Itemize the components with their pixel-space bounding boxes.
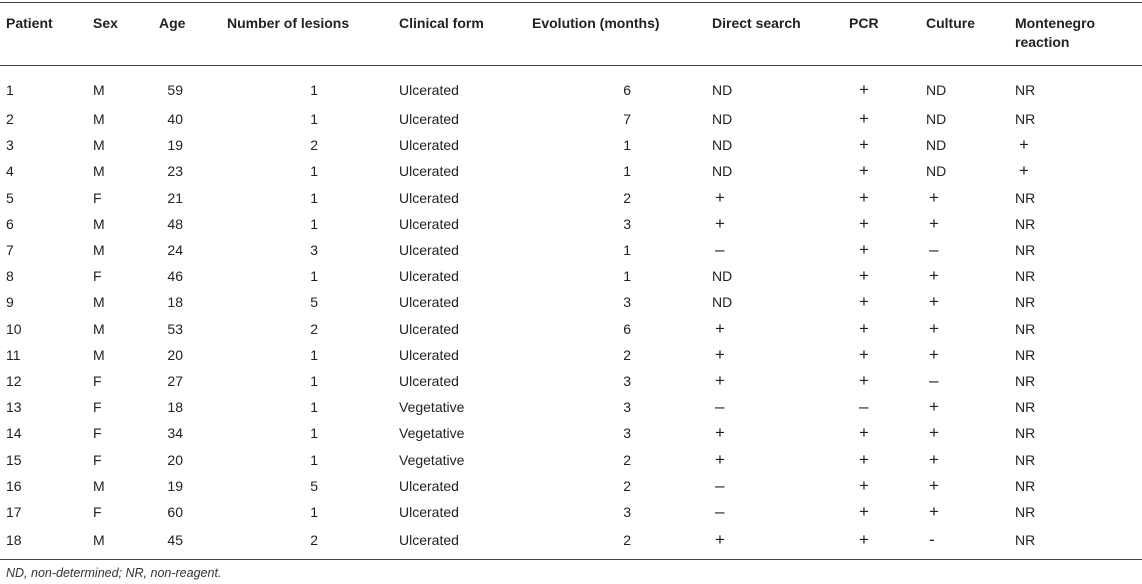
cell-evolution: 3 — [623, 399, 631, 416]
cell-patient: 16 — [6, 477, 22, 494]
cell-age: 40 — [167, 111, 183, 128]
cell-pcr: + — [859, 109, 869, 129]
cell-culture: ND — [926, 163, 947, 180]
cell-age: 21 — [167, 189, 183, 206]
cell-age: 24 — [167, 242, 183, 259]
cell-montenegro: NR — [1015, 532, 1036, 548]
cell-evolution: 1 — [623, 163, 631, 180]
cell-age: 19 — [167, 137, 183, 154]
table-row — [0, 211, 1142, 237]
cell-direct-search: + — [715, 449, 725, 469]
cell-montenegro: NR — [1015, 477, 1036, 494]
cell-patient: 5 — [6, 189, 14, 206]
header-direct-search: Direct search — [712, 15, 801, 31]
cell-patient: 9 — [6, 294, 14, 311]
cell-lesions: 1 — [310, 268, 318, 285]
cell-direct-search: ND — [712, 137, 733, 154]
cell-evolution: 2 — [623, 346, 631, 363]
cell-lesions: 5 — [310, 294, 318, 311]
cell-evolution: 3 — [623, 372, 631, 389]
cell-direct-search: ND — [712, 163, 733, 180]
cell-montenegro: + — [1019, 161, 1029, 181]
cell-direct-search: – — [715, 475, 725, 495]
cell-clinical-form: Ulcerated — [399, 477, 459, 494]
cell-age: 23 — [167, 163, 183, 180]
cell-patient: 8 — [6, 268, 14, 285]
table-row — [0, 185, 1142, 211]
cell-sex: M — [93, 477, 105, 494]
table-body — [0, 66, 1142, 560]
cell-montenegro: NR — [1015, 372, 1036, 389]
cell-evolution: 6 — [623, 320, 631, 337]
cell-age: 18 — [167, 294, 183, 311]
cell-lesions: 1 — [310, 399, 318, 416]
cell-sex: M — [93, 137, 105, 154]
cell-sex: M — [93, 81, 105, 98]
cell-montenegro: NR — [1015, 189, 1036, 206]
cell-patient: 10 — [6, 320, 22, 337]
cell-evolution: 1 — [623, 242, 631, 259]
header-culture: Culture — [926, 15, 975, 31]
header-evolution: Evolution (months) — [532, 15, 660, 31]
cell-clinical-form: Ulcerated — [399, 242, 459, 259]
cell-age: 34 — [167, 425, 183, 442]
cell-montenegro: NR — [1015, 242, 1036, 259]
cell-direct-search: + — [715, 423, 725, 443]
table-row — [0, 263, 1142, 289]
table-row — [0, 525, 1142, 560]
cell-age: 60 — [167, 503, 183, 520]
cell-clinical-form: Ulcerated — [399, 163, 459, 180]
cell-direct-search: – — [715, 501, 725, 521]
cell-patient: 3 — [6, 137, 14, 154]
cell-clinical-form: Ulcerated — [399, 346, 459, 363]
cell-culture: + — [929, 266, 939, 286]
cell-age: 48 — [167, 215, 183, 232]
cell-evolution: 3 — [623, 294, 631, 311]
table-row — [0, 342, 1142, 368]
cell-clinical-form: Ulcerated — [399, 189, 459, 206]
cell-pcr: + — [859, 530, 869, 549]
cell-patient: 13 — [6, 399, 22, 416]
cell-montenegro: NR — [1015, 399, 1036, 416]
cell-pcr: + — [859, 449, 869, 469]
cell-patient: 6 — [6, 215, 14, 232]
cell-montenegro: NR — [1015, 320, 1036, 337]
cell-evolution: 1 — [623, 137, 631, 154]
cell-patient: 12 — [6, 372, 22, 389]
cell-pcr: + — [859, 475, 869, 495]
header-montenegro-reaction: Montenegro reaction — [1015, 15, 1096, 50]
table-row — [0, 158, 1142, 184]
table-row — [0, 394, 1142, 420]
cell-culture: – — [929, 240, 939, 260]
cell-culture: + — [929, 397, 939, 417]
cell-sex: M — [93, 242, 105, 259]
header-row — [0, 3, 1142, 66]
cell-pcr: + — [859, 135, 869, 155]
cell-culture: ND — [926, 137, 947, 154]
cell-clinical-form: Ulcerated — [399, 111, 459, 128]
cell-patient: 14 — [6, 425, 22, 442]
cell-montenegro: NR — [1015, 503, 1036, 520]
table-header — [0, 3, 1142, 66]
cell-montenegro: NR — [1015, 425, 1036, 442]
cell-clinical-form: Ulcerated — [399, 81, 459, 98]
cell-pcr: + — [859, 213, 869, 233]
cell-sex: M — [93, 163, 105, 180]
cell-patient: 7 — [6, 242, 14, 259]
cell-age: 45 — [167, 532, 183, 548]
header-sex: Sex — [93, 15, 118, 31]
cell-pcr: + — [859, 344, 869, 364]
cell-age: 46 — [167, 268, 183, 285]
table-row — [0, 132, 1142, 158]
cell-age: 53 — [167, 320, 183, 337]
cell-pcr: + — [859, 187, 869, 207]
cell-sex: F — [93, 372, 102, 389]
cell-culture: + — [929, 344, 939, 364]
table-row — [0, 499, 1142, 525]
cell-montenegro: NR — [1015, 81, 1036, 98]
cell-culture: + — [929, 213, 939, 233]
cell-evolution: 6 — [623, 81, 631, 98]
cell-sex: M — [93, 320, 105, 337]
cell-lesions: 1 — [310, 372, 318, 389]
cell-direct-search: + — [715, 370, 725, 390]
cell-age: 27 — [167, 372, 183, 389]
cell-lesions: 1 — [310, 111, 318, 128]
cell-pcr: + — [859, 423, 869, 443]
cell-clinical-form: Ulcerated — [399, 320, 459, 337]
cell-patient: 15 — [6, 451, 22, 468]
cell-lesions: 1 — [310, 189, 318, 206]
cell-sex: M — [93, 215, 105, 232]
cell-patient: 1 — [6, 81, 14, 98]
cell-clinical-form: Vegetative — [399, 425, 465, 442]
cell-culture: ND — [926, 111, 947, 128]
table-row — [0, 66, 1142, 107]
cell-lesions: 1 — [310, 163, 318, 180]
cell-culture: - — [929, 530, 935, 549]
cell-montenegro: NR — [1015, 268, 1036, 285]
cell-montenegro: + — [1019, 135, 1029, 155]
cell-pcr: + — [859, 318, 869, 338]
table-row — [0, 420, 1142, 446]
cell-sex: F — [93, 503, 102, 520]
header-clinical-form: Clinical form — [399, 15, 484, 31]
cell-direct-search: – — [715, 240, 725, 260]
cell-culture: – — [929, 370, 939, 390]
cell-lesions: 1 — [310, 451, 318, 468]
cell-pcr: + — [859, 161, 869, 181]
cell-clinical-form: Ulcerated — [399, 215, 459, 232]
table-footnote: ND, non-determined; NR, non-reagent. — [6, 566, 222, 580]
cell-culture: ND — [926, 81, 947, 98]
cell-evolution: 2 — [623, 532, 631, 548]
cell-direct-search: + — [715, 530, 725, 549]
table-row — [0, 368, 1142, 394]
cell-patient: 4 — [6, 163, 14, 180]
cell-clinical-form: Vegetative — [399, 399, 465, 416]
cell-pcr: + — [859, 370, 869, 390]
cell-pcr: + — [859, 79, 869, 99]
cell-direct-search: + — [715, 213, 725, 233]
table-row — [0, 289, 1142, 315]
cell-clinical-form: Ulcerated — [399, 532, 459, 548]
cell-culture: + — [929, 449, 939, 469]
cell-age: 20 — [167, 451, 183, 468]
cell-age: 59 — [167, 81, 183, 98]
cell-lesions: 1 — [310, 215, 318, 232]
cell-lesions: 5 — [310, 477, 318, 494]
cell-direct-search: ND — [712, 294, 733, 311]
header-age: Age — [159, 15, 186, 31]
cell-patient: 18 — [6, 532, 22, 548]
cell-lesions: 2 — [310, 137, 318, 154]
table-row — [0, 106, 1142, 132]
header-pcr: PCR — [849, 15, 879, 31]
cell-direct-search: ND — [712, 111, 733, 128]
cell-lesions: 2 — [310, 532, 318, 548]
cell-pcr: – — [859, 397, 869, 417]
cell-evolution: 1 — [623, 268, 631, 285]
cell-evolution: 3 — [623, 425, 631, 442]
cell-sex: F — [93, 451, 102, 468]
cell-sex: M — [93, 111, 105, 128]
cell-patient: 11 — [6, 346, 21, 363]
cell-culture: + — [929, 423, 939, 443]
cell-lesions: 3 — [310, 242, 318, 259]
cell-lesions: 1 — [310, 81, 318, 98]
header-number-of-lesions: Number of lesions — [227, 15, 350, 31]
cell-clinical-form: Ulcerated — [399, 294, 459, 311]
header-patient: Patient — [6, 15, 53, 31]
cell-lesions: 1 — [310, 346, 318, 363]
cell-pcr: + — [859, 266, 869, 286]
cell-direct-search: ND — [712, 81, 733, 98]
cell-direct-search: ND — [712, 268, 733, 285]
cell-sex: M — [93, 294, 105, 311]
cell-sex: F — [93, 189, 102, 206]
cell-culture: + — [929, 292, 939, 312]
cell-patient: 17 — [6, 503, 22, 520]
cell-evolution: 2 — [623, 189, 631, 206]
cell-pcr: + — [859, 501, 869, 521]
cell-montenegro: NR — [1015, 294, 1036, 311]
cell-sex: F — [93, 425, 102, 442]
cell-montenegro: NR — [1015, 346, 1036, 363]
cell-direct-search: – — [715, 397, 725, 417]
cell-lesions: 1 — [310, 503, 318, 520]
cell-lesions: 2 — [310, 320, 318, 337]
cell-pcr: + — [859, 292, 869, 312]
cell-culture: + — [929, 501, 939, 521]
cell-evolution: 7 — [623, 111, 631, 128]
cell-sex: F — [93, 268, 102, 285]
cell-clinical-form: Ulcerated — [399, 503, 459, 520]
cell-culture: + — [929, 187, 939, 207]
cell-age: 20 — [167, 346, 183, 363]
cell-clinical-form: Ulcerated — [399, 268, 459, 285]
patient-table — [0, 2, 1142, 560]
cell-montenegro: NR — [1015, 111, 1036, 128]
table-row — [0, 237, 1142, 263]
cell-sex: F — [93, 399, 102, 416]
cell-lesions: 1 — [310, 425, 318, 442]
cell-evolution: 3 — [623, 215, 631, 232]
cell-pcr: + — [859, 240, 869, 260]
cell-culture: + — [929, 318, 939, 338]
cell-clinical-form: Ulcerated — [399, 137, 459, 154]
cell-evolution: 2 — [623, 451, 631, 468]
cell-age: 19 — [167, 477, 183, 494]
table-row — [0, 446, 1142, 472]
cell-patient: 2 — [6, 111, 14, 128]
cell-sex: M — [93, 532, 105, 548]
cell-direct-search: + — [715, 318, 725, 338]
cell-evolution: 2 — [623, 477, 631, 494]
cell-montenegro: NR — [1015, 451, 1036, 468]
cell-culture: + — [929, 475, 939, 495]
table-row — [0, 473, 1142, 499]
table-row — [0, 316, 1142, 342]
cell-clinical-form: Vegetative — [399, 451, 465, 468]
cell-sex: M — [93, 346, 105, 363]
cell-age: 18 — [167, 399, 183, 416]
cell-evolution: 3 — [623, 503, 631, 520]
cell-montenegro: NR — [1015, 215, 1036, 232]
cell-clinical-form: Ulcerated — [399, 372, 459, 389]
cell-direct-search: + — [715, 344, 725, 364]
cell-direct-search: + — [715, 187, 725, 207]
